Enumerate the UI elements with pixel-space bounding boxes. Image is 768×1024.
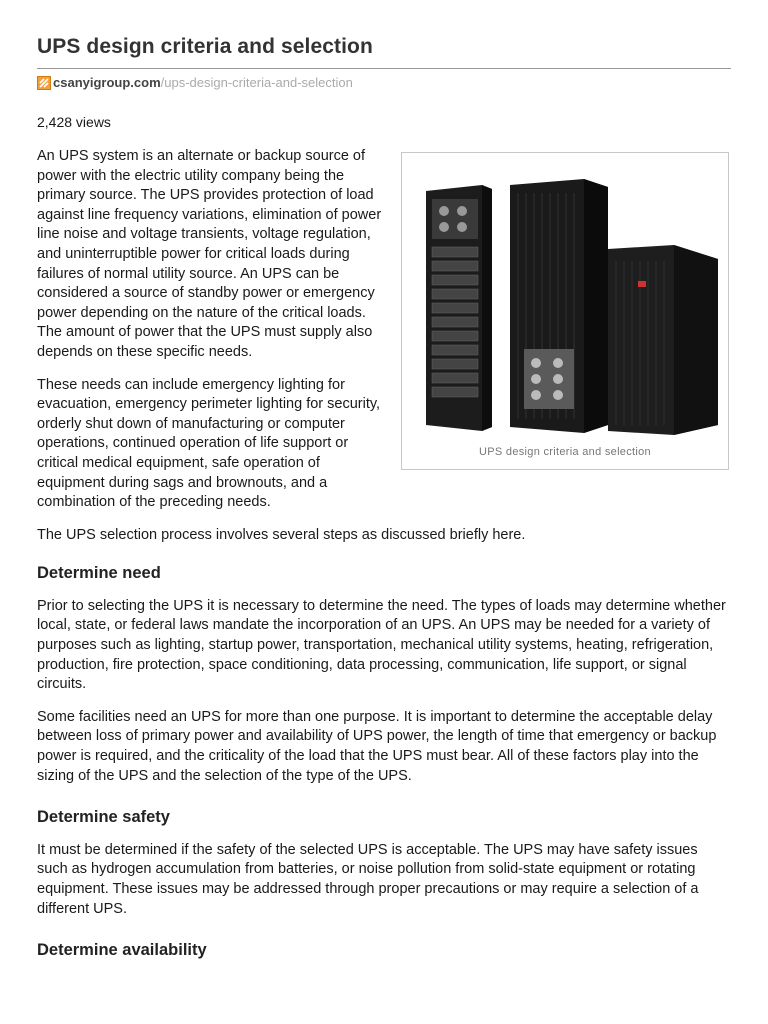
source-domain-link[interactable]: csanyigroup.com xyxy=(53,75,161,90)
ups-cabinets-image xyxy=(412,163,718,439)
paragraph-intro: An UPS system is an alternate or backup source of power with the electric utility company being the primary source. The UPS provides protection of load against line frequency variations, elimination of power line noise and voltage transients, voltage regulation, and uninterruptible power for critical loads during failures of normal utility source. An UPS can be considered a source of standby power or emergency power depending on the nature of the critical loads. The amount of power that the UPS must supply also depends on these specific needs. xyxy=(37,148,382,360)
title-divider xyxy=(37,68,731,69)
paragraph-selection-process: The UPS selection process involves several steps as discussed briefly here. xyxy=(37,526,526,543)
heading-determine-availability: Determine availability xyxy=(37,941,207,960)
paragraph-need-2: Some facilities need an UPS for more than one purpose. It is important to determine the acceptable delay between loss of primary power and availability of UPS power, the length of time that emergency or backup power is required, and the criticality of the load that the UPS must bear. All of these factors play into the sizing of the UPS and the selection of the type of the UPS. xyxy=(37,708,717,784)
site-favicon-icon xyxy=(37,76,51,90)
source-path-link[interactable]: /ups-design-criteria-and-selection xyxy=(160,75,353,90)
source-line xyxy=(37,75,353,91)
paragraph-safety: It must be determined if the safety of the selected UPS is acceptable. The UPS may have safety issues such as hydrogen accumulation from batteries, or noise pollution from solid-state equipment or rotating equipment. These issues may be addressed through proper precautions or may require a selection of a different UPS. xyxy=(37,841,699,917)
heading-determine-need: Determine need xyxy=(37,564,161,583)
paragraph-needs: These needs can include emergency lighting for evacuation, emergency perimeter lighting for security, orderly shut down of manufacturing or computer operations, continued operation of life support or critical medical equipment, safe operation of equipment during sags and brownouts, and a combination of the preceding needs. xyxy=(37,376,381,511)
article-figure xyxy=(401,152,729,470)
figure-caption: UPS design criteria and selection xyxy=(479,446,651,458)
article-body xyxy=(37,147,731,974)
paragraph-need-1: Prior to selecting the UPS it is necessary to determine the need. The types of loads may determine whether local, state, or federal laws mandate the incorporation of an UPS. An UPS may be needed for a variety of purposes such as lighting, startup power, transportation, mechanical utility systems, heating, refrigeration, production, fire protection, space conditioning, data processing, communication, life support, or signal circuits. xyxy=(37,597,726,693)
view-count: 2,428 views xyxy=(37,114,111,130)
heading-determine-safety: Determine safety xyxy=(37,808,170,827)
page-title: UPS design criteria and selection xyxy=(37,35,373,58)
